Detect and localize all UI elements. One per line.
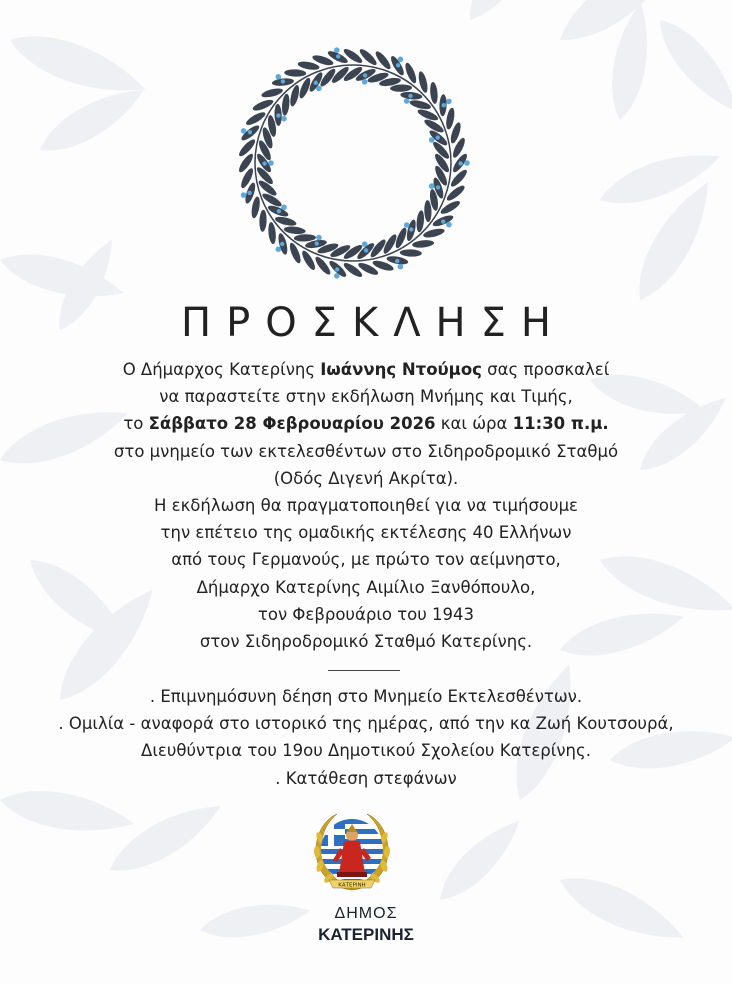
emblem-banner-text: ΚΑΤΕΡΙΝΗ xyxy=(338,882,366,889)
invitation-line-6: Η εκδήλωση θα πραγματοποιηθεί για να τιμήσουμε xyxy=(154,496,578,516)
invitation-title: ΠΡΟΣΚΛΗΣΗ xyxy=(181,300,566,346)
program-item-3: . Κατάθεση στεφάνων xyxy=(275,768,457,788)
program-list xyxy=(0,683,732,792)
laurel-wreath-icon xyxy=(218,38,488,288)
invitation-line-2: να παραστείτε στην εκδήλωση Μνήμης και Τιμής, xyxy=(159,387,573,407)
organization-line-1: ΔΗΜΟΣ xyxy=(334,905,398,922)
event-time: 11:30 π.μ. xyxy=(512,414,609,434)
invitation-line-8: από τους Γερμανούς, με πρώτο τον αείμνηστο, xyxy=(171,550,561,570)
section-divider xyxy=(328,670,400,671)
invitation-line-3: το Σάββατο 28 Φεβρουαρίου 2026 και ώρα 11:30 π.μ. xyxy=(123,414,609,434)
mayor-name: Ιωάννης Ντούμος xyxy=(320,360,482,379)
invitation-line-10: τον Φεβρουάριο του 1943 xyxy=(257,604,475,624)
invitation-line-5: (Οδός Διγενή Ακρίτα). xyxy=(273,468,459,488)
invitation-line-4: στο μνημείο των εκτελεσθέντων στο Σιδηροδρομικό Σταθμό xyxy=(113,441,619,461)
organization-line-2: ΚΑΤΕΡΙΝΗΣ xyxy=(318,925,414,944)
program-item-2: . Ομιλία - αναφορά στο ιστορικό της ημέρας, από την κα Ζωή Κουτσουρά, xyxy=(58,714,674,734)
program-item-1: . Επιμνημόσυνη δέηση στο Μνημείο Εκτελεσθέντων. xyxy=(149,687,583,706)
program-item-2-cont: Διευθύντρια του 19ου Δημοτικού Σχολείου Κατερίνης. xyxy=(141,741,591,761)
event-date: Σάββατο 28 Φεβρουαρίου 2026 xyxy=(148,414,436,434)
invitation-line-1: Ο Δήμαρχος Κατερίνης Ιωάννης Ντούμος σας προσκαλεί xyxy=(122,360,610,379)
invitation-line-7: την επέτειο της ομαδικής εκτέλεσης 40 Ελλήνων xyxy=(160,523,572,543)
invitation-line-11: στον Σιδηροδρομικό Σταθμό Κατερίνης. xyxy=(199,632,533,652)
municipality-emblem-icon xyxy=(307,808,397,906)
invitation-line-9: Δήμαρχο Κατερίνης Αιμίλιο Ξανθόπουλο, xyxy=(196,577,536,597)
invitation-body xyxy=(0,356,732,655)
